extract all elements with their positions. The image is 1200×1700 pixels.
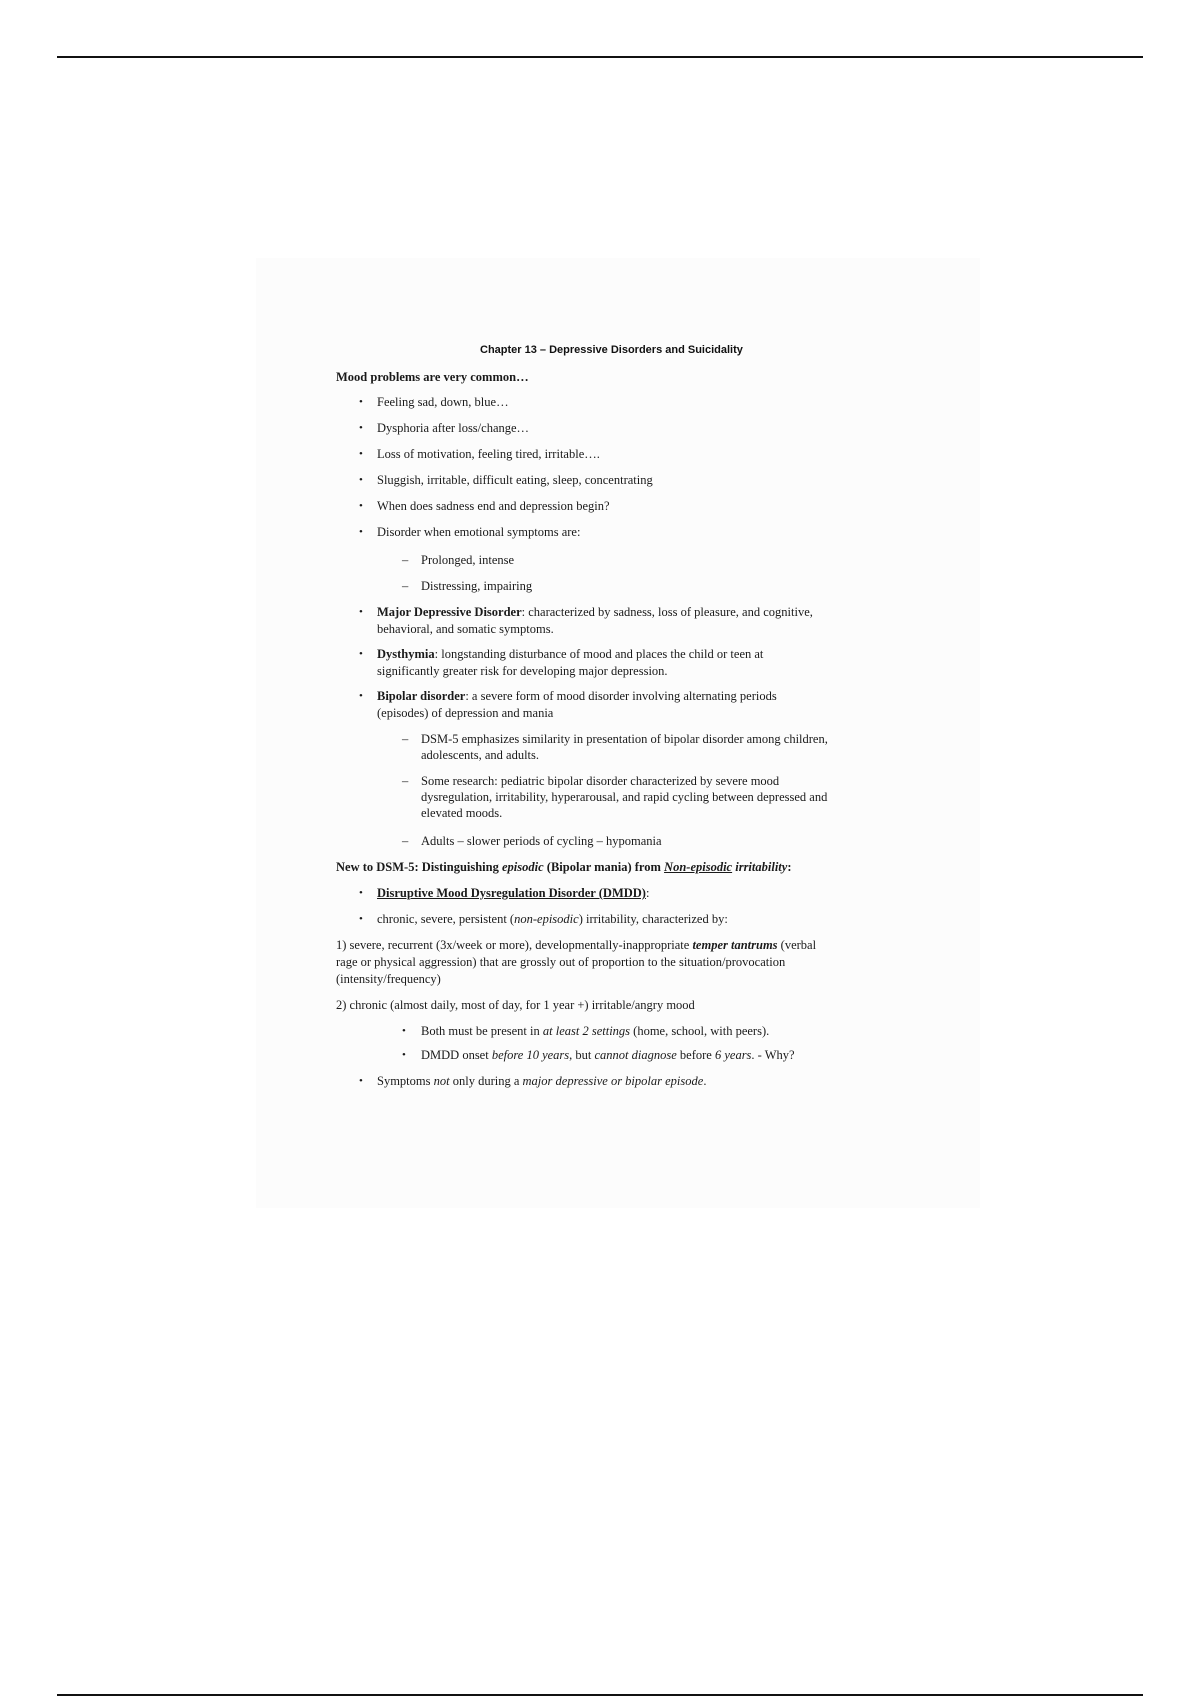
bullet-marker: • — [402, 1025, 406, 1037]
criterion-2: 2) chronic (almost daily, most of day, for 1 year +) irritable/angry mood — [336, 998, 695, 1012]
dash-marker: – — [402, 774, 409, 788]
bullet-marker: • — [359, 690, 363, 702]
criterion-1-line-3: (intensity/frequency) — [336, 972, 441, 986]
onset-part: . - Why? — [751, 1048, 795, 1062]
term-bipolar: Bipolar disorder — [377, 689, 466, 703]
bipolar-line-1 — [377, 689, 777, 704]
symptoms-not: not — [433, 1074, 450, 1088]
mdd-line-1 — [377, 605, 813, 620]
crit1-part: 1) severe, recurrent (3x/week or more), developmentally-inappropriate — [336, 938, 693, 952]
term-dmdd: Disruptive Mood Dysregulation Disorder (DMDD) — [377, 886, 646, 900]
onset-6-years: 6 years — [714, 1048, 752, 1062]
onset-part: DMDD onset — [421, 1048, 492, 1062]
bullet-marker: • — [402, 1049, 406, 1061]
page-title: Chapter 13 – Depressive Disorders and Suicidality — [480, 344, 743, 356]
heading2-part: : — [787, 860, 792, 874]
symptoms-part: . — [703, 1074, 707, 1088]
onset-line — [421, 1048, 795, 1063]
term-dysthymia: Dysthymia — [377, 647, 435, 661]
symptoms-part: only during a — [449, 1074, 523, 1088]
dash-marker: – — [402, 732, 409, 746]
list-item: Feeling sad, down, blue… — [377, 395, 509, 409]
crit1-part: (verbal — [777, 938, 817, 952]
list-item: When does sadness end and depression begin? — [377, 499, 610, 513]
sub-list-item: DSM-5 emphasizes similarity in presentation of bipolar disorder among children, — [421, 732, 828, 746]
both-settings-line — [421, 1024, 769, 1039]
sub-list-item-cont: elevated moods. — [421, 806, 503, 820]
sub-list-item-cont: dysregulation, irritability, hyperarousal, and rapid cycling between depressed and — [421, 790, 828, 804]
bullet-marker: • — [359, 448, 363, 460]
bottom-rule — [57, 1694, 1143, 1696]
list-item: Disorder when emotional symptoms are: — [377, 525, 581, 539]
list-item: Loss of motivation, feeling tired, irritable…. — [377, 447, 600, 461]
sub-list-item: Adults – slower periods of cycling – hypomania — [421, 834, 662, 848]
sub-list-item: Prolonged, intense — [421, 553, 515, 567]
bullet-marker: • — [359, 648, 363, 660]
list-item: Dysphoria after loss/change… — [377, 421, 530, 435]
dysthymia-line-1 — [377, 647, 763, 662]
symptoms-episode: major depressive or bipolar episode — [522, 1074, 704, 1088]
dash-marker: – — [402, 579, 409, 593]
term-mdd: Major Depressive Disorder — [377, 605, 522, 619]
top-rule — [57, 56, 1143, 58]
criterion-1-line-2: rage or physical aggression) that are grossly out of proportion to the situation/provocation — [336, 955, 786, 969]
crit1-temper-tantrums: temper tantrums — [692, 938, 778, 952]
heading2-part: New to DSM-5: Distinguishing — [336, 860, 502, 874]
heading2-non-episodic: Non-episodic — [664, 860, 733, 874]
bullet-marker: • — [359, 1075, 363, 1087]
mdd-line-2: behavioral, and somatic symptoms. — [377, 622, 554, 636]
chronic-non-episodic: non-episodic — [514, 912, 579, 926]
sub-list-item: Distressing, impairing — [421, 579, 533, 593]
mdd-text-1: : characterized by sadness, loss of pleasure, and cognitive, — [521, 605, 813, 619]
dmdd-after: : — [645, 886, 650, 900]
onset-part: before — [676, 1048, 715, 1062]
bullet-marker: • — [359, 526, 363, 538]
symptoms-line — [377, 1074, 706, 1089]
dash-marker: – — [402, 834, 409, 848]
heading2-episodic: episodic — [502, 860, 544, 874]
bullet-marker: • — [359, 396, 363, 408]
bullet-marker: • — [359, 474, 363, 486]
both-part: (home, school, with peers). — [630, 1024, 770, 1038]
dmdd-line — [377, 886, 649, 901]
chronic-part: ) irritability, characterized by: — [578, 912, 728, 926]
onset-part: , but — [569, 1048, 595, 1062]
heading2-irritability: irritability — [735, 860, 788, 874]
bullet-marker: • — [359, 500, 363, 512]
chronic-part: chronic, severe, persistent ( — [377, 912, 515, 926]
onset-cannot-diagnose: cannot diagnose — [594, 1048, 677, 1062]
bullet-marker: • — [359, 606, 363, 618]
dysthymia-line-2: significantly greater risk for developing major depression. — [377, 664, 668, 678]
bipolar-line-2: (episodes) of depression and mania — [377, 706, 554, 720]
sub-list-item-cont: adolescents, and adults. — [421, 748, 540, 762]
dash-marker: – — [402, 553, 409, 567]
list-item: Sluggish, irritable, difficult eating, sleep, concentrating — [377, 473, 653, 487]
heading-new-to-dsm5 — [336, 860, 792, 875]
dysthymia-text-1: : longstanding disturbance of mood and places the child or teen at — [434, 647, 764, 661]
both-part: Both must be present in — [421, 1024, 543, 1038]
sub-list-item: Some research: pediatric bipolar disorder characterized by severe mood — [421, 774, 780, 788]
criterion-1-line-1 — [336, 938, 816, 953]
bullet-marker: • — [359, 913, 363, 925]
bullet-marker: • — [359, 422, 363, 434]
bipolar-text-1: : a severe form of mood disorder involving alternating periods — [465, 689, 777, 703]
heading-mood-problems: Mood problems are very common… — [336, 370, 529, 384]
both-at-least-2-settings: at least 2 settings — [542, 1024, 631, 1038]
chronic-line — [377, 912, 728, 927]
bullet-marker: • — [359, 887, 363, 899]
document-slide — [256, 258, 980, 1208]
onset-before-10: before 10 years — [491, 1048, 570, 1062]
heading2-part: (Bipolar mania) from — [543, 860, 665, 874]
symptoms-part: Symptoms — [377, 1074, 434, 1088]
